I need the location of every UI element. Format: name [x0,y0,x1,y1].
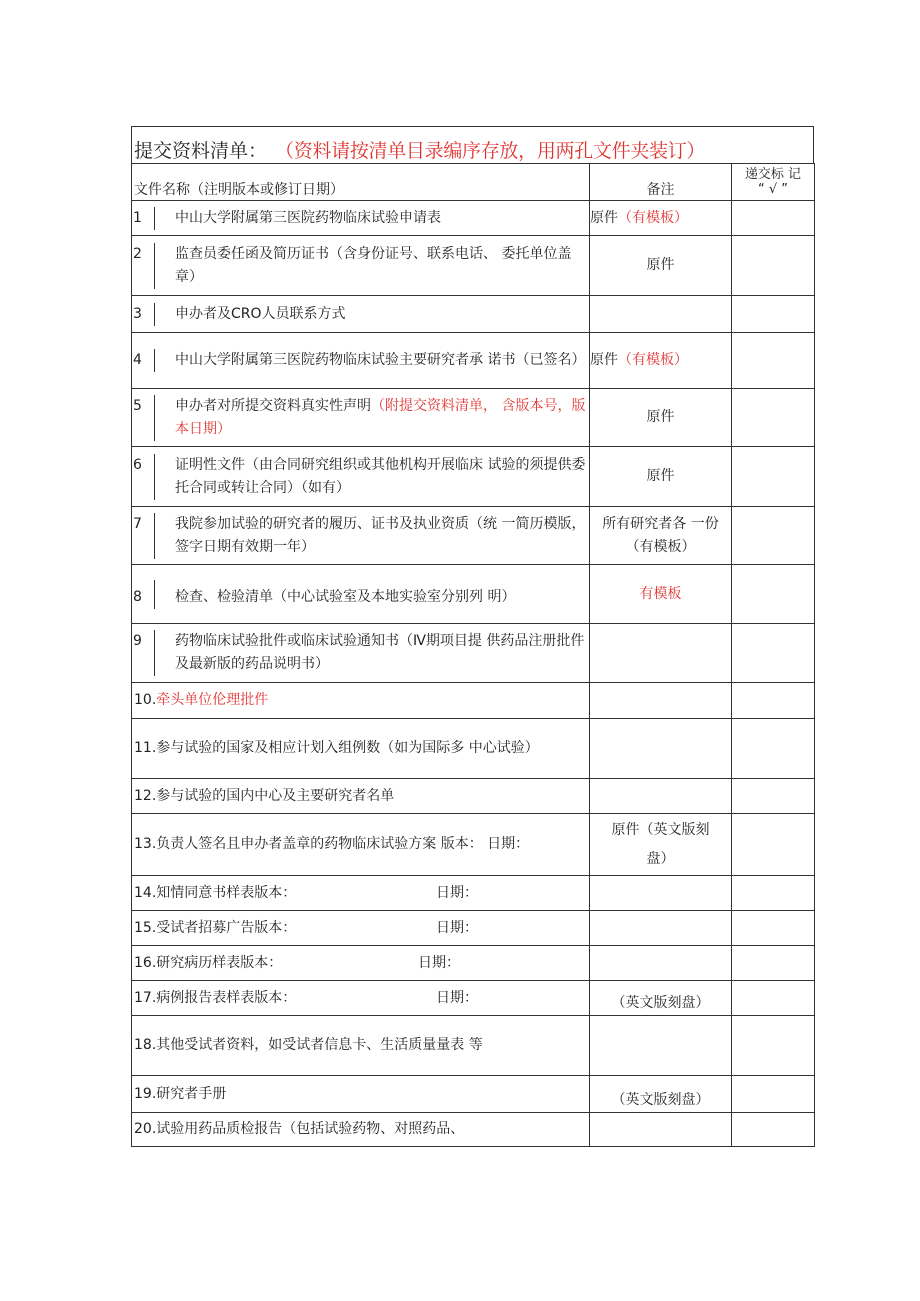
row-number: 3 [133,305,142,322]
table-row [132,814,815,876]
row-number: 5 [133,397,142,414]
row-date-label: 日期： [418,954,460,971]
table-row [132,565,815,624]
row-remark-line1: 所有研究者各 一份 [602,515,719,532]
row-text-red: （附提交资料清单， 含版本号，版本日期） [175,397,586,437]
row-text: 13.负责人签名且申办者盖章的药物临床试验方案 版本： 日期： [134,836,530,852]
row-mark-cell[interactable] [732,683,815,719]
row-mark-cell[interactable] [732,814,815,876]
col-header-mark-line2: “ √ ” [757,182,789,197]
row-text: 20.试验用药品质检报告（包括试验药物、对照药品、 [134,1121,465,1137]
row-text: 中山大学附属第三医院药物临床试验申请表 [154,207,589,230]
row-remark: 原件 [590,447,732,507]
table-row [132,981,815,1016]
table-row [132,296,815,333]
table-row [132,447,815,507]
row-mark-cell[interactable] [732,1113,815,1147]
row-text: 药物临床试验批件或临床试验通知书（Ⅳ期项目提 供药品注册批件及最新版的药品说明书） [154,630,589,676]
row-mark-cell[interactable] [732,1076,815,1113]
row-mark-cell[interactable] [732,779,815,814]
row-mark-cell[interactable] [732,447,815,507]
row-remark: 原件 [590,209,618,226]
checklist-header [131,126,814,163]
row-text: 18.其他受试者资料，如受试者信息卡、生活质量量表 等 [134,1037,483,1053]
table-row [132,333,815,389]
table-row [132,911,815,946]
col-header-mark [732,164,815,201]
row-date-label: 日期： [436,919,478,936]
row-remark: 原件 [590,236,732,296]
row-text: 19.研究者手册 [134,1085,227,1102]
table-row [132,236,815,296]
row-remark: 原件 [590,389,732,447]
row-number: 8 [133,588,142,605]
table-row [132,779,815,814]
row-mark-cell[interactable] [732,565,815,624]
row-mark-cell[interactable] [732,236,815,296]
row-remark-line2: （有模板） [625,538,696,555]
row-date-label: 日期： [436,884,478,901]
row-text: 14.知情同意书样表版本： [134,884,297,901]
row-mark-cell[interactable] [732,624,815,683]
row-remark: （英文版刻盘） [590,981,732,1016]
row-number: 7 [133,515,142,532]
row-mark-cell[interactable] [732,296,815,333]
checklist-sheet [131,126,814,1147]
table-row [132,624,815,683]
table-row [132,507,815,565]
row-date-label: 日期： [436,989,478,1006]
row-number: 2 [133,245,142,262]
row-text-wrap [154,395,589,441]
row-mark-cell[interactable] [732,1016,815,1076]
row-text: 我院参加试验的研究者的履历、证书及执业资质（统 一简历模版，签字日期有效期一年） [154,513,589,559]
table-row [132,1113,815,1147]
row-text: 15.受试者招募广告版本： [134,919,297,936]
checklist-note: （资料请按清单目录编序存放，用两孔文件夹装订） [275,140,706,162]
table-row [132,201,815,236]
row-text: 监查员委任函及简历证书（含身份证号、联系电话、 委托单位盖章） [154,243,589,289]
row-text: 17.病例报告表样表版本： [134,989,297,1006]
row-mark-cell[interactable] [732,507,815,565]
row-remark: （英文版刻盘） [590,1076,732,1113]
table-row [132,946,815,981]
row-mark-cell[interactable] [732,201,815,236]
checklist-title: 提交资料清单： [134,140,268,162]
row-remark-line1: 原件（英文版刻 [611,821,710,838]
col-header-name: 文件名称（注明版本或修订日期） [132,164,590,201]
row-remark: 原件 [590,352,618,368]
row-number: 4 [133,352,142,368]
row-text-red: 牵头单位伦理批件 [156,692,269,708]
column-header-row [132,164,815,201]
row-text: 16.研究病历样表版本： [134,954,283,971]
row-text: 12.参与试验的国内中心及主要研究者名单 [134,787,395,804]
row-remark-line2: 盘） [646,850,675,867]
row-remark-template: 有模板 [590,565,732,624]
row-mark-cell[interactable] [732,719,815,779]
row-text: 申办者及CRO人员联系方式 [154,303,589,326]
row-text: 证明性文件（由合同研究组织或其他机构开展临床 试验的须提供委托合同或转让合同）（如有） [154,454,589,500]
col-header-mark-line1: 递交标 记 [744,167,802,182]
table-row [132,389,815,447]
row-mark-cell[interactable] [732,876,815,911]
row-mark-cell[interactable] [732,981,815,1016]
row-number: 6 [133,456,142,473]
row-text: 中山大学附属第三医院药物临床试验主要研究者承 诺书（已签名） [154,349,589,372]
row-number: 1 [133,209,142,226]
col-header-remark: 备注 [590,164,732,201]
table-row [132,1076,815,1113]
table-row [132,1016,815,1076]
table-row [132,683,815,719]
row-text: 11.参与试验的国家及相应计划入组例数（如为国际多 中心试验） [134,740,539,756]
row-number: 10. [134,692,157,708]
row-remark-template: （有模板） [618,352,688,368]
row-text: 检查、检验清单（中心试验室及本地实验室分别列 明） [154,580,589,609]
row-mark-cell[interactable] [732,946,815,981]
row-mark-cell[interactable] [732,333,815,389]
row-remark-template: （有模板） [618,209,688,226]
row-number: 9 [133,633,142,649]
checklist-table [131,163,815,1147]
table-row [132,876,815,911]
row-text: 申办者对所提交资料真实性声明 [175,397,371,414]
row-mark-cell[interactable] [732,911,815,946]
table-row [132,719,815,779]
row-mark-cell[interactable] [732,389,815,447]
